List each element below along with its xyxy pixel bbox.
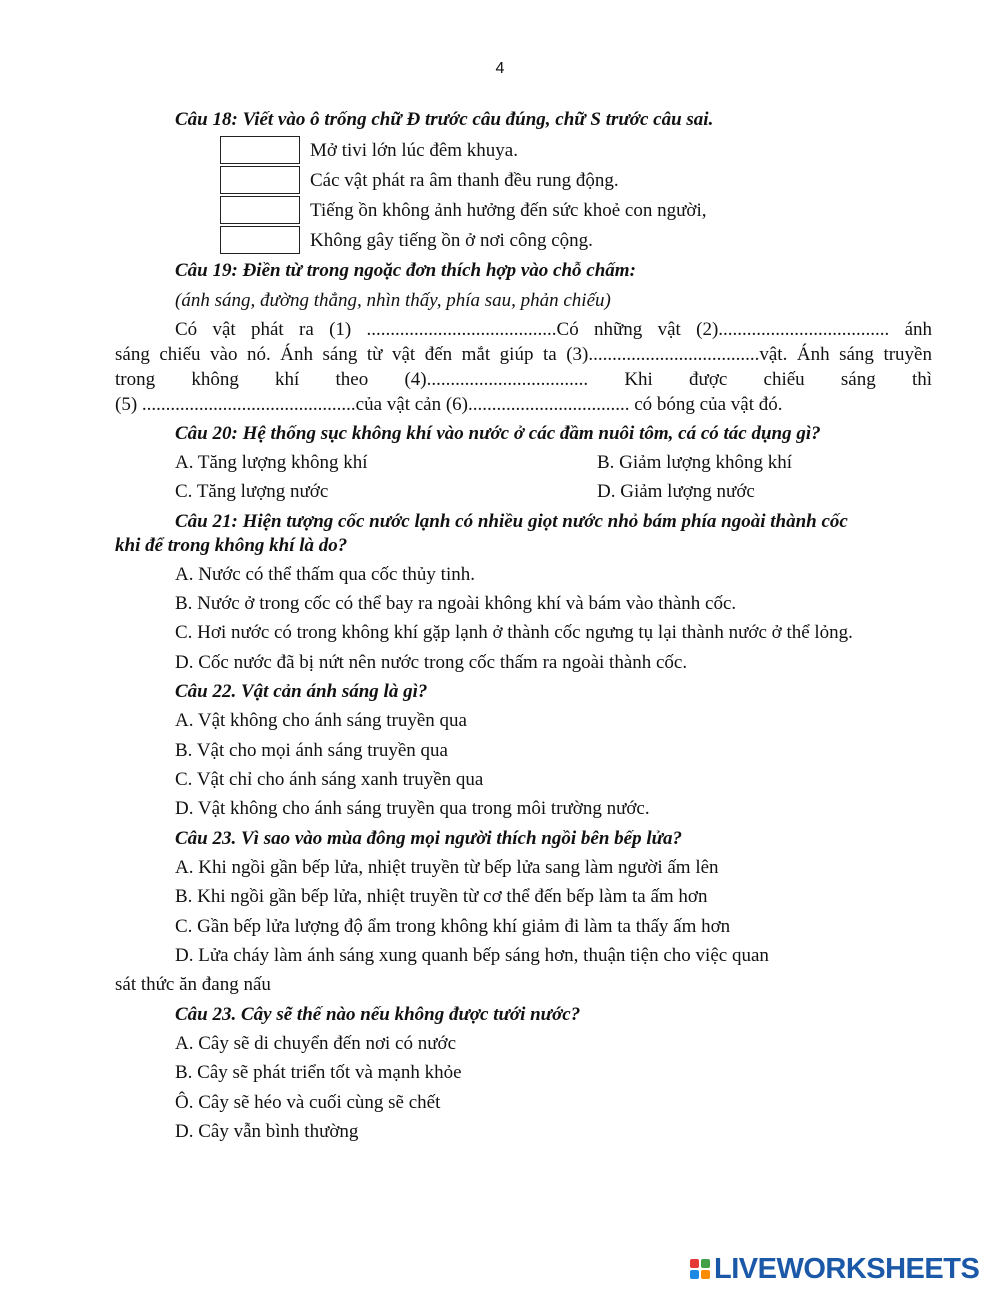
logo-tile xyxy=(690,1270,699,1279)
q22-option-c: C. Vật chỉ cho ánh sáng xanh truyền qua xyxy=(175,769,484,790)
q23b-option-c: Ô. Cây sẽ héo và cuối cùng sẽ chết xyxy=(175,1092,441,1113)
logo-tile xyxy=(701,1270,710,1279)
q19-title: Câu 19: Điền từ trong ngoặc đơn thích hợp vào chỗ chấm: xyxy=(175,260,636,281)
q19-line-4: (5) .............................................của vật cản (6).................................. có bóng của vật đó. xyxy=(115,394,783,415)
q22-option-a: A. Vật không cho ánh sáng truyền qua xyxy=(175,710,467,731)
q20-option-b: B. Giảm lượng không khí xyxy=(597,452,793,473)
q21-option-b: B. Nước ở trong cốc có thể bay ra ngoài không khí và bám vào thành cốc. xyxy=(175,593,737,614)
q23b-title: Câu 23. Cây sẽ thế nào nếu không được tưới nước? xyxy=(175,1004,581,1025)
q22-option-d: D. Vật không cho ánh sáng truyền qua trong môi trường nước. xyxy=(175,798,650,819)
q21-option-d: D. Cốc nước đã bị nứt nên nước trong cốc thấm ra ngoài thành cốc. xyxy=(175,652,688,673)
q18-item-1: Mở tivi lớn lúc đêm khuya. xyxy=(310,140,518,161)
q20-option-c: C. Tăng lượng nước xyxy=(175,481,329,502)
q23b-option-d: D. Cây vẫn bình thường xyxy=(175,1121,359,1142)
q19-line-2: sáng chiếu vào nó. Ánh sáng từ vật đến mắt giúp ta (3)....................................vật. Ánh sáng truyền xyxy=(115,344,932,365)
logo-tile xyxy=(690,1259,699,1268)
q21-title-line-2: khi để trong không khí là do? xyxy=(115,535,348,556)
q18-item-3: Tiếng ồn không ảnh hưởng đến sức khoẻ con người, xyxy=(310,200,707,221)
q23a-option-c: C. Gần bếp lửa lượng độ ẩm trong không khí giảm đi làm ta thấy ấm hơn xyxy=(175,916,731,937)
q21-title-line-1: Câu 21: Hiện tượng cốc nước lạnh có nhiều giọt nước nhỏ bám phía ngoài thành cốc xyxy=(175,511,848,532)
q23b-option-a: A. Cây sẽ di chuyển đến nơi có nước xyxy=(175,1033,457,1054)
liveworksheets-logo[interactable] xyxy=(690,1254,979,1284)
q18-item-2: Các vật phát ra âm thanh đều rung động. xyxy=(310,170,619,191)
answer-box-3[interactable] xyxy=(220,196,300,224)
q22-option-b: B. Vật cho mọi ánh sáng truyền qua xyxy=(175,740,448,761)
q20-title: Câu 20: Hệ thống sục không khí vào nước ở các đầm nuôi tôm, cá có tác dụng gì? xyxy=(175,423,821,444)
q18-item-4: Không gây tiếng ồn ở nơi công cộng. xyxy=(310,230,593,251)
q22-title: Câu 22. Vật cản ánh sáng là gì? xyxy=(175,681,428,702)
q23a-title: Câu 23. Vì sao vào mùa đông mọi người thích ngồi bên bếp lửa? xyxy=(175,828,682,849)
q23a-option-b: B. Khi ngồi gần bếp lửa, nhiệt truyền từ cơ thể đến bếp làm ta ấm hơn xyxy=(175,886,708,907)
logo-grid-icon xyxy=(690,1259,710,1279)
q23a-option-d: D. Lửa cháy làm ánh sáng xung quanh bếp sáng hơn, thuận tiện cho việc quan xyxy=(175,945,769,966)
q21-option-a: A. Nước có thể thấm qua cốc thủy tinh. xyxy=(175,564,475,585)
q20-option-a: A. Tăng lượng không khí xyxy=(175,452,368,473)
q19-line-1: Có vật phát ra (1) ........................................Có những vật (2).................................... ánh xyxy=(175,319,932,340)
logo-tile xyxy=(701,1259,710,1268)
q23a-option-a: A. Khi ngồi gần bếp lửa, nhiệt truyền từ bếp lửa sang làm người ấm lên xyxy=(175,857,719,878)
q18-title: Câu 18: Viết vào ô trống chữ Đ trước câu đúng, chữ S trước câu sai. xyxy=(175,109,714,130)
q23a-option-d-cont: sát thức ăn đang nấu xyxy=(115,974,271,995)
q20-option-d: D. Giảm lượng nước xyxy=(597,481,755,502)
q19-line-3: trong không khí theo (4).................................. Khi được chiếu sáng thì xyxy=(115,369,932,390)
q19-options: (ánh sáng, đường thẳng, nhìn thấy, phía sau, phản chiếu) xyxy=(175,290,611,311)
answer-box-2[interactable] xyxy=(220,166,300,194)
q23b-option-b: B. Cây sẽ phát triển tốt và mạnh khỏe xyxy=(175,1062,462,1083)
q21-option-c: C. Hơi nước có trong không khí gặp lạnh ở thành cốc ngưng tụ lại thành nước ở thể lỏng. xyxy=(175,622,853,643)
logo-text: LIVEWORKSHEETS xyxy=(714,1252,980,1285)
page-number: 4 xyxy=(495,60,505,77)
answer-box-4[interactable] xyxy=(220,226,300,254)
answer-box-1[interactable] xyxy=(220,136,300,164)
